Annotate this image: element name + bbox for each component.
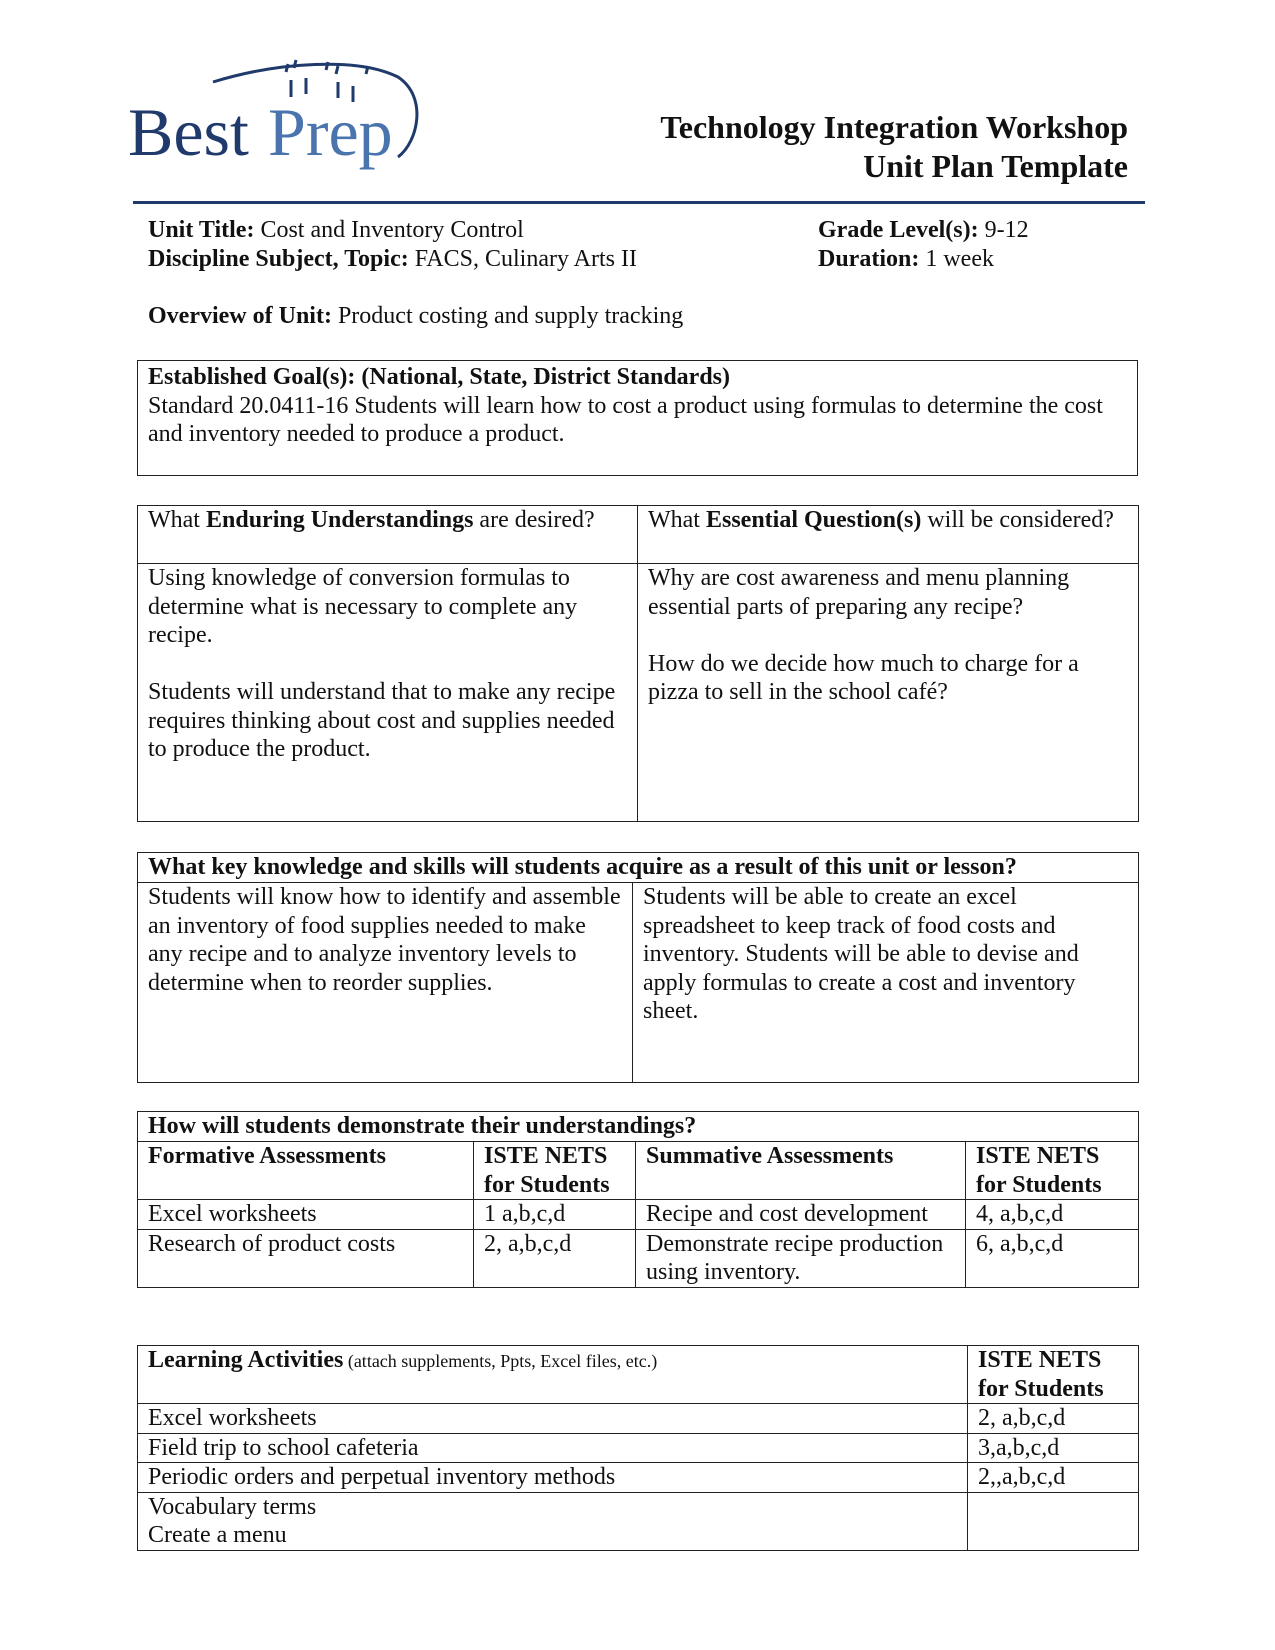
enduring-understandings-cell [138,564,638,822]
col-summative-assessments: Summative Assessments [636,1142,966,1200]
essential-question-2: How do we decide how much to charge for a pizza to sell in the school café? [648,650,1079,705]
goals-heading: Established Goal(s): (National, State, District Standards) [148,364,731,390]
table-row [138,1463,1139,1493]
iste-cell: 3,a,b,c,d [968,1433,1139,1463]
col-iste-nets-1: ISTE NETS for Students [474,1142,636,1200]
title-line-1: Technology Integration Workshop [660,109,1128,145]
iste-cell: 2,,a,b,c,d [968,1463,1139,1493]
table-row [138,1229,1139,1287]
assessments-table [137,1111,1139,1288]
bestprep-logo-graphic [128,52,448,192]
understandings-table [137,505,1139,822]
table-row [138,1404,1139,1434]
discipline-label: Discipline Subject, Topic: [148,246,409,272]
activity-cell [138,1492,968,1550]
formative-cell: Research of product costs [138,1229,474,1287]
goals-text: Standard 20.0411-16 Students will learn how to cost a product using formulas to determine the cost and inventory needed to produce a product. [148,392,1103,447]
knowledge-heading: What key knowledge and skills will students acquire as a result of this unit or lesson? [138,853,1139,883]
summative-cell: Recipe and cost development [636,1200,966,1230]
activity-line: Create a menu [148,1522,287,1548]
essential-questions-header: What Essential Question(s) will be considered? [638,506,1139,564]
overview-line [148,302,683,331]
title-line-2: Unit Plan Template [863,148,1128,184]
enduring-understanding-2: Students will understand that to make any recipe requires thinking about cost and supplies needed to produce the product. [148,679,616,762]
assessments-heading-row [138,1112,1139,1142]
activities-iste-header: ISTE NETS for Students [968,1346,1139,1404]
overview-value: Product costing and supply tracking [337,303,684,329]
unit-title-line [148,216,524,245]
grade-value: 9-12 [984,217,1029,243]
summative-cell: Demonstrate recipe production using inventory. [636,1229,966,1287]
iste-cell: 1 a,b,c,d [474,1200,636,1230]
knowledge-header-row [138,853,1139,883]
logo-text-best: Best [128,94,249,170]
understandings-body-row [138,564,1139,822]
activities-table [137,1345,1139,1551]
duration-value: 1 week [925,246,994,272]
discipline-line [148,245,637,274]
grade-line [818,216,1029,245]
activities-header-row [138,1346,1139,1404]
table-row [138,1200,1139,1230]
knowledge-body-row [138,883,1139,1083]
iste-cell: 2, a,b,c,d [968,1404,1139,1434]
table-row [138,1492,1139,1550]
essential-question-1: Why are cost awareness and menu planning essential parts of preparing any recipe? [648,565,1070,620]
grade-label: Grade Level(s): [818,217,979,243]
understandings-header-row [138,506,1139,564]
overview-label: Overview of Unit: [148,303,332,329]
enduring-understandings-header: What Enduring Understandings are desired? [138,506,638,564]
assessments-columns-row [138,1142,1139,1200]
iste-cell: 4, a,b,c,d [966,1200,1139,1230]
col-iste-nets-2: ISTE NETS for Students [966,1142,1139,1200]
col-formative-assessments: Formative Assessments [138,1142,474,1200]
essential-questions-cell [638,564,1139,822]
activity-cell: Periodic orders and perpetual inventory methods [138,1463,968,1493]
knowledge-table [137,852,1139,1083]
duration-label: Duration: [818,246,920,272]
iste-cell: 2, a,b,c,d [474,1229,636,1287]
knowledge-right-cell: Students will be able to create an excel spreadsheet to keep track of food costs and inventory. Students will be able to devise and apply formulas to create a cost and inventory sheet. [633,883,1139,1083]
iste-cell [968,1492,1139,1550]
discipline-value: FACS, Culinary Arts II [414,246,637,272]
activity-cell: Excel worksheets [138,1404,968,1434]
title-rule [133,201,1145,204]
assessments-heading: How will students demonstrate their understandings? [138,1112,1139,1142]
formative-cell: Excel worksheets [138,1200,474,1230]
goals-box [137,360,1138,476]
activity-cell: Field trip to school cafeteria [138,1433,968,1463]
bestprep-logo [128,52,448,192]
learning-activities-header: Learning Activities (attach supplements, Ppts, Excel files, etc.) [138,1346,968,1404]
unit-title-label: Unit Title: [148,217,255,243]
logo-text-prep: Prep [268,94,393,170]
unit-title-value: Cost and Inventory Control [260,217,524,243]
table-row [138,1433,1139,1463]
document-title [660,108,1128,186]
iste-cell: 6, a,b,c,d [966,1229,1139,1287]
activity-line: Vocabulary terms [148,1493,317,1520]
knowledge-left-cell: Students will know how to identify and assemble an inventory of food supplies needed to make any recipe and to analyze inventory levels to determine when to reorder supplies. [138,883,633,1083]
enduring-understanding-1: Using knowledge of conversion formulas to determine what is necessary to complete any recipe. [148,565,578,648]
duration-line [818,245,994,274]
